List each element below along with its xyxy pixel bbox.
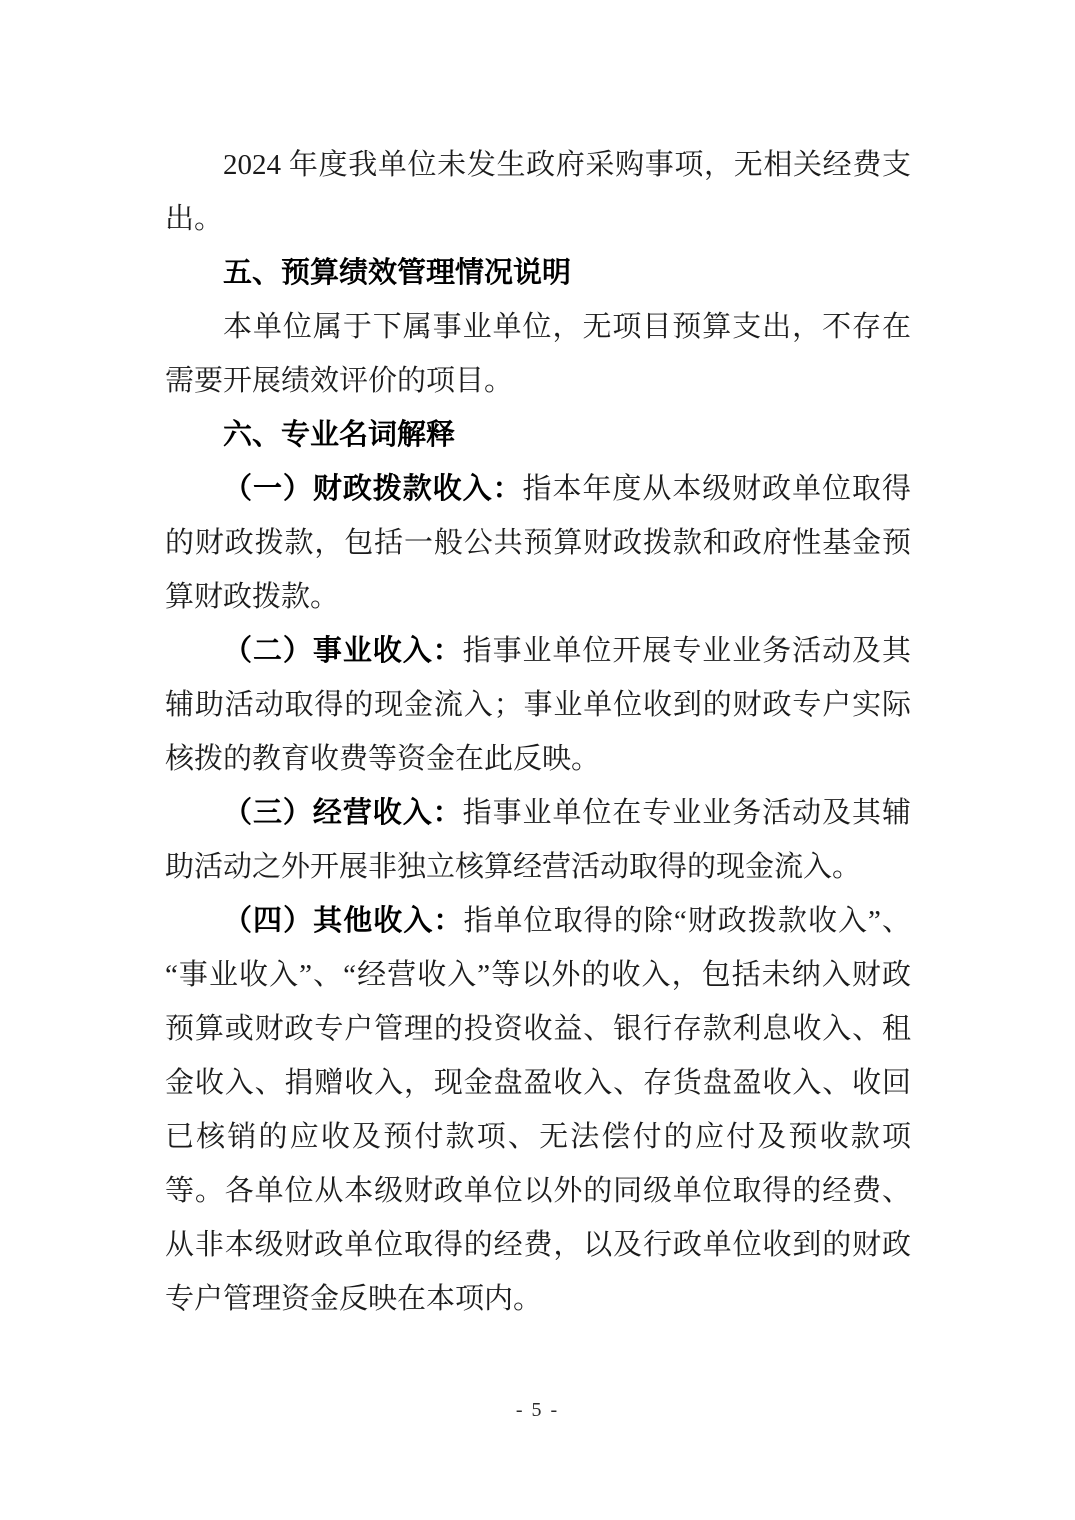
term-definition-business-income: [165, 786, 911, 894]
term-text: 指本年度从本级财政单位取得的财政拨款，包括一般公共预算财政拨款和政府性基金预算财政拨款。: [165, 473, 911, 613]
term-definition-fiscal-appropriation-income: [165, 462, 911, 624]
term-definition-other-income: [165, 894, 911, 1326]
term-text: 指单位取得的除“财政拨款收入”、“事业收入”、“经营收入”等以外的收入，包括未纳入财政预算或财政专户管理的投资收益、银行存款利息收入、租金收入、捐赠收入，现金盘盈收入、存货盘盈收入、收回已核销的应收及预付款项、无法偿付的应付及预收款项等。各单位从本级财政单位以外的同级单位取得的经费、从非本级财政单位取得的经费，以及行政单位收到的财政专户管理资金反映在本项内。: [165, 905, 911, 1315]
term-label: （二）事业收入：: [223, 635, 463, 667]
term-label: （一）财政拨款收入：: [223, 473, 523, 505]
page-footer: [0, 1396, 1075, 1424]
document-content: [165, 138, 911, 1326]
section-5-paragraph: 本单位属于下属事业单位，无项目预算支出，不存在需要开展绩效评价的项目。: [165, 311, 911, 397]
term-label: （三）经营收入：: [223, 797, 463, 829]
section-6-heading: 六、专业名词解释: [223, 419, 456, 451]
section-5-heading: 五、预算绩效管理情况说明: [223, 257, 572, 289]
term-label: （四）其他收入：: [223, 905, 464, 937]
term-text: 指事业单位在专业业务活动及其辅助活动之外开展非独立核算经营活动取得的现金流入。: [165, 797, 911, 883]
page-number: - 5 -: [515, 1399, 560, 1421]
term-definition-operational-income: [165, 624, 911, 786]
paragraph-procurement: 2024 年度我单位未发生政府采购事项，无相关经费支出。: [165, 149, 911, 235]
term-text: 指事业单位开展专业业务活动及其辅助活动取得的现金流入；事业单位收到的财政专户实际核拨的教育收费等资金在此反映。: [165, 635, 911, 775]
